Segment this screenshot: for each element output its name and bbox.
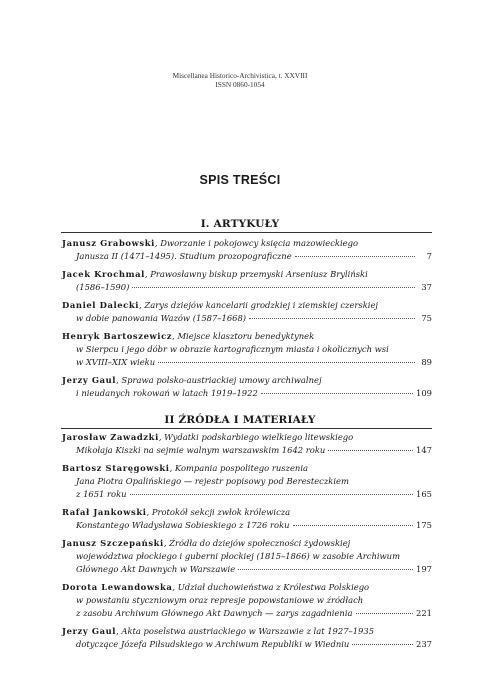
entry-title-part: w dobie panowania Wazów (1587–1668): [76, 312, 247, 323]
dot-leader: [238, 569, 413, 570]
section-divider: [61, 232, 432, 233]
toc-entry[interactable]: [62, 581, 432, 619]
entry-title-part: dotyczące Józefa Piłsudskiego w Archiwum Republiki w Wiedniu: [76, 638, 350, 649]
entry-title-part: (1586–1590): [76, 281, 130, 292]
toc-entry[interactable]: [62, 374, 432, 400]
toc-entry-first-line: [62, 237, 432, 250]
entry-title-part: w Sierpcu i jego dóbr w obrazie kartograficznym miasta i okolicznych wsi: [76, 344, 389, 355]
author-name: Rafał Jankowski: [62, 507, 147, 517]
toc-entry[interactable]: [62, 237, 432, 263]
toc-entry[interactable]: [62, 268, 432, 294]
section-divider: [61, 428, 432, 429]
entry-title-part: województwa płockiego i guberni płockiej (1815–1866) w zasobie Archiwum: [76, 550, 401, 561]
dot-leader: [249, 318, 415, 319]
entry-title-part: , Sprawa polsko-austriackiej umowy archiwalnej: [116, 375, 322, 386]
page-number: 165: [416, 488, 432, 499]
journal-header: [0, 71, 480, 89]
toc-entry-last-line: [62, 281, 432, 294]
entry-title-part: , Protokół sekcji zwłok królewicza: [146, 507, 291, 517]
toc-entry-first-line: [62, 330, 432, 343]
journal-title: Miscellanea Historico-Archivistica, t. XXVIII: [172, 71, 308, 80]
toc-entry[interactable]: [62, 625, 432, 651]
toc-entry[interactable]: [62, 537, 432, 575]
entry-title-part: i nieudanych rokowań w latach 1919–1922: [76, 387, 258, 398]
toc-entry-last-line: [62, 607, 432, 620]
author-name: Janusz Szczepański: [62, 538, 164, 549]
author-name: Bartosz Staręgowski: [62, 463, 170, 474]
section-heading-articles: I. ARTYKUŁY: [200, 218, 280, 230]
author-name: Henryk Bartoszewicz: [62, 331, 173, 342]
entry-title-part: , Prawosławny biskup przemyski Arseniusz Bryliński: [144, 269, 368, 280]
issn-number: ISSN 0860-1054: [215, 80, 265, 89]
author-name: Jacek Krochmal: [62, 269, 145, 280]
dot-leader: [295, 256, 415, 257]
author-name: Jerzy Gaul: [62, 375, 117, 386]
section-heading-sources: II ŹRÓDŁA I MATERIAŁY: [164, 414, 316, 426]
author-name: Daniel Dalecki: [62, 300, 140, 311]
page-number: 237: [416, 638, 432, 649]
toc-entry-first-line: [62, 374, 432, 387]
page-number: 37: [421, 281, 432, 292]
toc-entry-first-line: [62, 581, 432, 594]
toc-entry-first-line: [62, 506, 432, 519]
page-number: 221: [416, 607, 432, 618]
dot-leader: [132, 287, 415, 288]
toc-entry-last-line: [62, 356, 432, 369]
entry-title-part: w XVIII–XIX wieku: [76, 356, 156, 367]
dot-leader: [293, 525, 413, 526]
toc-entry-last-line: [62, 444, 432, 457]
page-number: 147: [416, 444, 432, 455]
author-name: Jarosław Zawadzki: [62, 432, 159, 442]
entry-title-part: Jana Piotra Opalińskiego — rejestr popisowy pod Beresteczkiem: [76, 475, 349, 486]
page-number: 175: [416, 519, 432, 530]
entry-title-part: z 1651 roku: [76, 488, 127, 499]
toc-entry[interactable]: [62, 299, 432, 325]
toc-entry-first-line: [62, 462, 432, 475]
toc-entry-first-line: [62, 625, 432, 638]
entry-title-part: , Zarys dziejów kancelarii grodzkiej i ziemskiej czerskiej: [139, 300, 379, 311]
author-name: Janusz Grabowski: [62, 238, 155, 248]
page-number: 7: [426, 250, 432, 261]
toc-entry-last-line: [62, 519, 432, 532]
page-number: 109: [416, 387, 432, 398]
toc-entry-first-line: [62, 268, 432, 281]
entry-title-part: , Miejsce klasztoru benedyktynek: [172, 331, 315, 342]
entry-title-part: Mikołaja Kiszki na sejmie walnym warszawskim 1642 roku: [76, 444, 326, 455]
toc-entry[interactable]: [62, 506, 432, 532]
dot-leader: [328, 450, 413, 451]
toc-entry-first-line: [62, 537, 432, 550]
dot-leader: [261, 393, 413, 394]
entry-title-part: Głównego Akt Dawnych w Warszawie: [76, 563, 236, 574]
entry-title-part: Konstantego Władysława Sobieskiego z 1726 roku: [76, 519, 290, 530]
page-number: 89: [421, 356, 432, 367]
entry-title-part: w powstaniu styczniowym oraz represje popowstaniowe w źródłach: [76, 594, 364, 605]
toc-entry-first-line: [62, 431, 432, 444]
toc-entry[interactable]: [62, 330, 432, 368]
page-number: 75: [421, 312, 432, 323]
entry-title-part: , Kompania pospolitego ruszenia: [169, 463, 308, 474]
author-name: Dorota Lewandowska: [62, 582, 173, 592]
dot-leader: [356, 613, 413, 614]
toc-entry-last-line: [62, 250, 432, 263]
toc-entry-last-line: [62, 387, 432, 400]
entry-title-part: , Źródła do dziejów społeczności żydowskiej: [163, 538, 351, 549]
toc-entry[interactable]: [62, 462, 432, 500]
toc-entry-first-line: [62, 299, 432, 312]
dot-leader: [352, 644, 413, 645]
toc-entry-last-line: [62, 312, 432, 325]
page-title: SPIS TREŚCI: [199, 173, 281, 187]
entry-title-part: , Dworzanie i pokojowcy księcia mazowieckiego: [154, 238, 359, 248]
entry-title-part: , Akta poselstwa austriackiego w Warszawie z lat 1927–1935: [116, 625, 375, 636]
entry-title-part: , Wydatki podskarbiego wielkiego litewskiego: [158, 432, 354, 442]
dot-leader: [130, 494, 413, 495]
toc-entry-last-line: [62, 488, 432, 501]
author-name: Jerzy Gaul: [62, 625, 117, 636]
toc-entry[interactable]: [62, 431, 432, 457]
dot-leader: [158, 362, 415, 363]
entry-title-part: Janusza II (1471–1495). Studium prozopograficzne: [76, 250, 292, 261]
entry-title-part: z zasobu Archiwum Głównego Akt Dawnych — zarys zagadnienia: [76, 607, 353, 618]
page-number: 197: [416, 563, 432, 574]
entry-title-part: , Udział duchowieństwa z Królestwa Polskiego: [172, 582, 370, 592]
toc-entry-last-line: [62, 563, 432, 576]
toc-entry-last-line: [62, 638, 432, 651]
